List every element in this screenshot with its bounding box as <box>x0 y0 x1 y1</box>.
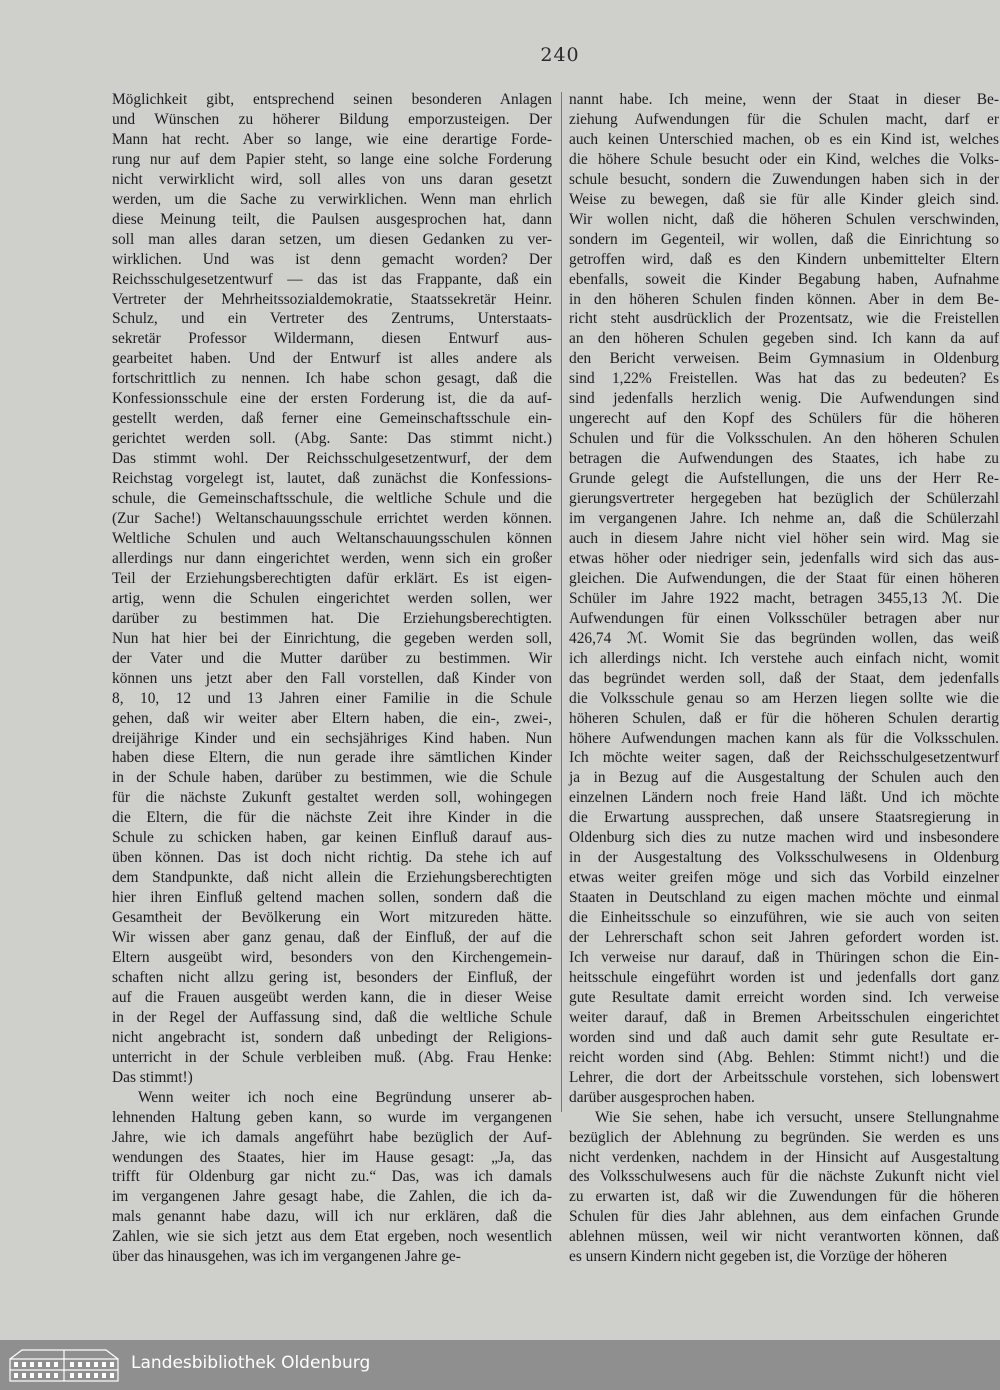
text-line: gierungsvertreter hergegeben hat bezüglich der Schülerzahl <box>569 490 999 508</box>
text-line: ungerecht auf den Kopf des Schülers für die höheren <box>569 410 999 428</box>
text-line: Schulen für dies Jahr ablehnen, aus dem einfachen Grunde <box>569 1208 999 1226</box>
text-line: im vergangenen Jahre gesagt habe, die Zahlen, die ich da- <box>112 1188 552 1206</box>
text-line: Mann hat recht. Aber so lange, wie eine derartige Forde- <box>112 130 552 148</box>
text-line: die Erwartung aussprechen, daß unsere Staatsregierung in <box>569 809 999 827</box>
text-line: Schulen und für die Volksschulen. An den höheren Schulen <box>569 430 999 448</box>
text-line: schule, die Gemeinschaftsschule, die weltliche Schule und die <box>112 490 552 508</box>
text-line: der Lehrerschaft schon seit Jahren gefordert worden ist. <box>569 929 999 947</box>
text-line: ich allerdings nicht. Ich verstehe auch einfach nicht, womit <box>569 649 999 667</box>
text-line: Schulz, und ein Vertreter des Zentrums, Unterstaats- <box>112 310 552 328</box>
text-line: Wir wissen aber ganz genau, daß der Einfluß, der auf die <box>112 929 552 947</box>
text-line: ebenfalls, soweit die Kinder Begabung haben, Aufnahme <box>569 270 999 288</box>
text-line: in der Regel der Auffassung sind, daß die weltliche Schule <box>112 1008 552 1026</box>
text-line: die höhere Schule besucht oder ein Kind, welches die Volks- <box>569 150 999 168</box>
text-line: hier ihren Einfluß geltend machen sollen, sondern daß die <box>112 889 552 907</box>
text-line: trifft für Oldenburg gar nicht zu.“ Das, was ich damals <box>112 1168 552 1186</box>
text-line: werden, um die Sache zu verwirklichen. Wenn man ehrlich <box>112 190 552 208</box>
text-line: wirklichen. Und was ist denn gemacht worden? Der <box>112 250 552 268</box>
text-line: sind 1,22% Freistellen. Was hat das zu bedeuten? Es <box>569 370 999 388</box>
column-divider <box>561 92 562 1112</box>
text-line: Reichsschulgesetzentwurf — das ist das Frappante, daß ein <box>112 270 552 288</box>
text-line: nicht angebracht ist, sondern daß unbedingt der Religions- <box>112 1028 552 1046</box>
text-line: das begründet werden soll, daß der Staat, dem jedenfalls <box>569 669 999 687</box>
text-line: Konfessionsschule eine der ersten Forderung ist, die da auf- <box>112 390 552 408</box>
text-line: auch in diesem Jahre nicht viel höher sein wird. Mag sie <box>569 529 999 547</box>
text-line: betragen die Aufwendungen des Staates, ich habe zu <box>569 450 999 468</box>
text-line: Möglichkeit gibt, entsprechend seinen besonderen Anlagen <box>112 91 552 108</box>
text-line: haben diese Eltern, die nun gerade ihre sämtlichen Kinder <box>112 749 552 767</box>
text-line: Weise zu bewegen, daß sie für alle Kinder gleich sind. <box>569 190 999 208</box>
text-line: 426,74 ℳ. Womit Sie das begründen wollen, das weiß <box>569 629 999 647</box>
text-line: des Volksschulwesens auch für die nächste Zukunft nicht viel <box>569 1168 999 1186</box>
text-line: Schüler im Jahre 1922 macht, betragen 3455,13 ℳ. Die <box>569 589 999 607</box>
text-line: auch keinen Unterschied machen, ob es ein Kind ist, welches <box>569 130 999 148</box>
text-line: Vertreter der Mehrheitssozialdemokratie, Staatssekretär Heinr. <box>112 290 552 308</box>
text-line: Wie Sie sehen, habe ich versucht, unsere Stellungnahme <box>595 1108 999 1126</box>
text-line: Staaten in Deutschland zu eigen machen möchte und einmal <box>569 889 999 907</box>
text-line: in der Ausgestaltung des Volksschulwesens in Oldenburg <box>569 849 999 867</box>
text-line: schule besucht, sondern die Zuwendungen haben sich in der <box>569 170 999 188</box>
text-line: fortschrittlich zu nennen. Ich habe schon gesagt, daß die <box>112 370 552 388</box>
text-line: gearbeitet haben. Und der Entwurf ist alles andere als <box>112 350 552 368</box>
text-line: der Vater und die Mutter darüber zu bestimmen. Wir <box>112 649 552 667</box>
text-line: ziehung Aufwendungen für die Schulen macht, darf er <box>569 110 999 128</box>
text-line: schaften nicht allzu gering ist, besonders der Einfluß, der <box>112 968 552 986</box>
text-line: dem Standpunkte, daß nicht allein die Erziehungsberechtigten <box>112 869 552 887</box>
text-line: Das stimmt!) <box>112 1068 193 1086</box>
text-line: gestellt werden, daß ferner eine Gemeinschaftsschule ein- <box>112 410 552 428</box>
text-line: den Bericht verweisen. Beim Gymnasium in Oldenburg <box>569 350 999 368</box>
text-line: üben können. Das ist doch nicht richtig. Da stehe ich auf <box>112 849 552 867</box>
text-line: Nun hat hier bei der Einrichtung, die gegeben werden soll, <box>112 629 552 647</box>
text-line: Grunde gelegt die Aufstellungen, die uns der Herr Re- <box>569 470 999 488</box>
text-line: bezüglich der Ablehnung zu begründen. Sie werden es uns <box>569 1128 999 1146</box>
left-text-column <box>112 90 552 1267</box>
text-line: die Einheitsschule so einzuführen, wie sie auch von seiten <box>569 909 999 927</box>
text-line: gehen, daß wir weiter aber Eltern haben, die ein-, zwei-, <box>112 709 552 727</box>
text-line: Zahlen, wie sie sich jetzt aus dem Etat ergeben, noch wesentlich <box>112 1228 552 1246</box>
text-line: sekretär Professor Wildermann, diesen Entwurf aus- <box>112 330 552 348</box>
text-line: wendungen des Staates, hier im Hause gesagt: „Ja, das <box>112 1148 552 1166</box>
text-line: (Zur Sache!) Weltanschauungsschule errichtet werden können. <box>112 510 552 528</box>
text-line: rung nur auf dem Papier steht, so lange eine solche Forderung <box>112 150 552 168</box>
text-line: worden sind und daß auch damit sehr gute Resultate er- <box>569 1028 999 1046</box>
right-text-column <box>569 90 999 1267</box>
text-line: Reichstag vorgelegt ist, lautet, daß zunächst die Konfessions- <box>112 470 552 488</box>
text-line: in den höheren Schulen finden können. Aber in dem Be- <box>569 290 999 308</box>
footer-bar <box>0 1340 1000 1390</box>
text-line: über das hinausgehen, was ich im vergangenen Jahre ge- <box>112 1248 461 1266</box>
text-line: Lehrer, die dort der Arbeitsschule vorstehen, sich lobenswert <box>569 1068 999 1086</box>
text-line: Ich verweise nur darauf, daß in Thüringen schon die Ein- <box>569 948 999 966</box>
text-line: lehnenden Haltung geben kann, so wurde im vergangenen <box>112 1108 552 1126</box>
text-line: für die nächste Zukunft gestaltet werden soll, wohingegen <box>112 789 552 807</box>
text-line: Wenn weiter ich noch eine Begründung unserer ab- <box>138 1088 552 1106</box>
text-line: diese Meinung teilt, die Paulsen ausgesprochen hat, dann <box>112 210 552 228</box>
page-number: 240 <box>540 44 580 66</box>
text-line: reicht worden sind (Abg. Behlen: Stimmt nicht!) und die <box>569 1048 999 1066</box>
text-line: die Volksschule genau so am Herzen liegen sollte wie die <box>569 689 999 707</box>
text-line: etwas höher oder niedriger sein, jedenfalls wird sich das aus- <box>569 549 999 567</box>
text-line: unterricht in der Schule verbleiben muß. (Abg. Frau Henke: <box>112 1048 552 1066</box>
text-line: ja in Bezug auf die Ausgestaltung der Schulen auch den <box>569 769 999 787</box>
text-line: in der Schule haben, darüber zu bestimmen, wie die Schule <box>112 769 552 787</box>
text-line: ablehnen müssen, weil wir nicht verantworten können, daß <box>569 1228 999 1246</box>
text-line: allerdings nur dann eingerichtet werden, wenn sich ein großer <box>112 549 552 567</box>
text-line: die Eltern, die für die nächste Zeit ihre Kinder in die <box>112 809 552 827</box>
text-line: einzelnen Ländern noch freie Hand läßt. Und ich möchte <box>569 789 999 807</box>
text-line: zu erwarten ist, daß wir die Zuwendungen für die höheren <box>569 1188 999 1206</box>
text-line: nicht verdenken, nachdem in der Hinsicht auf Ausgestaltung <box>569 1148 999 1166</box>
text-line: gleichen. Die Aufwendungen, die der Staat für einen höheren <box>569 569 999 587</box>
text-line: im vergangenen Jahre. Ich nehme an, daß die Schülerzahl <box>569 510 999 528</box>
text-line: darüber ausgesprochen haben. <box>569 1088 755 1106</box>
text-line: gute Resultate damit erreicht worden sind. Ich verweise <box>569 988 999 1006</box>
text-line: höhere Aufwendungen machen kann als für die Volksschulen. <box>569 729 999 747</box>
text-line: und Wünschen zu höherer Bildung emporzusteigen. Der <box>112 110 552 128</box>
text-line: Weltliche Schulen und auch Weltanschauungsschulen können <box>112 529 552 547</box>
text-line: nannt habe. Ich meine, wenn der Staat in dieser Be- <box>569 91 999 108</box>
text-line: an den höheren Schulen gegeben sind. Ich kann da auf <box>569 330 999 348</box>
text-line: richt steht ausdrücklich der Prozentsatz, wie die Freistellen <box>569 310 999 328</box>
library-name: Landesbibliothek Oldenburg <box>131 1353 371 1373</box>
text-line: dreijährige Kinder und ein sechsjähriges Kind haben. Nun <box>112 729 552 747</box>
text-line: nicht verwirklicht wird, soll alles von uns daran gesetzt <box>112 170 552 188</box>
text-line: es unsern Kindern nicht gegeben ist, die Vorzüge der höheren <box>569 1248 948 1266</box>
text-line: etwas weiter greifen möge und sich das Vorbild einzelner <box>569 869 999 887</box>
text-line: Schule zu schicken haben, gar keinen Einfluß darauf aus- <box>112 829 552 847</box>
text-line: weiter darauf, daß in Bremen Arbeitsschulen eingerichtet <box>569 1008 999 1026</box>
text-line: Jahre, wie ich damals angeführt habe bezüglich der Auf- <box>112 1128 552 1146</box>
text-line: artig, wenn die Schulen eingerichtet werden sollen, wer <box>112 589 552 607</box>
text-line: Teil der Erziehungsberechtigten dafür erklärt. Es ist eigen- <box>112 569 552 587</box>
text-line: Wir wollen nicht, daß die höheren Schulen verschwinden, <box>569 210 999 228</box>
text-line: darüber zu bestimmen hat. Die Erziehungsberechtigten. <box>112 609 552 627</box>
text-line: sind jedenfalls herzlich wenig. Die Aufwendungen sind <box>569 390 999 408</box>
text-line: Eltern ausgeübt wird, besonders von den Kirchengemein- <box>112 948 552 966</box>
text-line: sondern im Gegenteil, wir wollen, daß die Einrichtung so <box>569 230 999 248</box>
text-line: soll man alles daran setzen, um diesen Gedanken zu ver- <box>112 230 552 248</box>
text-line: höheren Schulen, daß er für die höheren Schulen derartig <box>569 709 999 727</box>
library-building-icon <box>8 1347 120 1383</box>
text-line: Oldenburg sich dies zu nutze machen wird und insbesondere <box>569 829 999 847</box>
text-line: Ich möchte weiter sagen, daß der Reichsschulgesetzentwurf <box>569 749 999 767</box>
text-line: Aufwendungen für einen Volksschüler betragen aber nur <box>569 609 999 627</box>
text-line: auf die Frauen ausgeübt werden kann, die in dieser Weise <box>112 988 552 1006</box>
text-line: Gesamtheit der Bevölkerung ein Wort mitzureden hätte. <box>112 909 552 927</box>
text-line: können uns jetzt aber den Fall vorstellen, daß Kinder von <box>112 669 552 687</box>
text-line: Das stimmt wohl. Der Reichsschulgesetzentwurf, der dem <box>112 450 552 468</box>
text-line: heitsschule eingeführt worden ist und jedenfalls dort ganz <box>569 968 999 986</box>
text-line: gerichtet werden soll. (Abg. Sante: Das stimmt nicht.) <box>112 430 552 448</box>
text-line: getroffen wird, daß es den Kindern unbemittelter Eltern <box>569 250 999 268</box>
text-line: 8, 10, 12 und 13 Jahren einer Familie in die Schule <box>112 689 552 707</box>
text-line: mals genannt habe dazu, will ich nur erklären, daß die <box>112 1208 552 1226</box>
